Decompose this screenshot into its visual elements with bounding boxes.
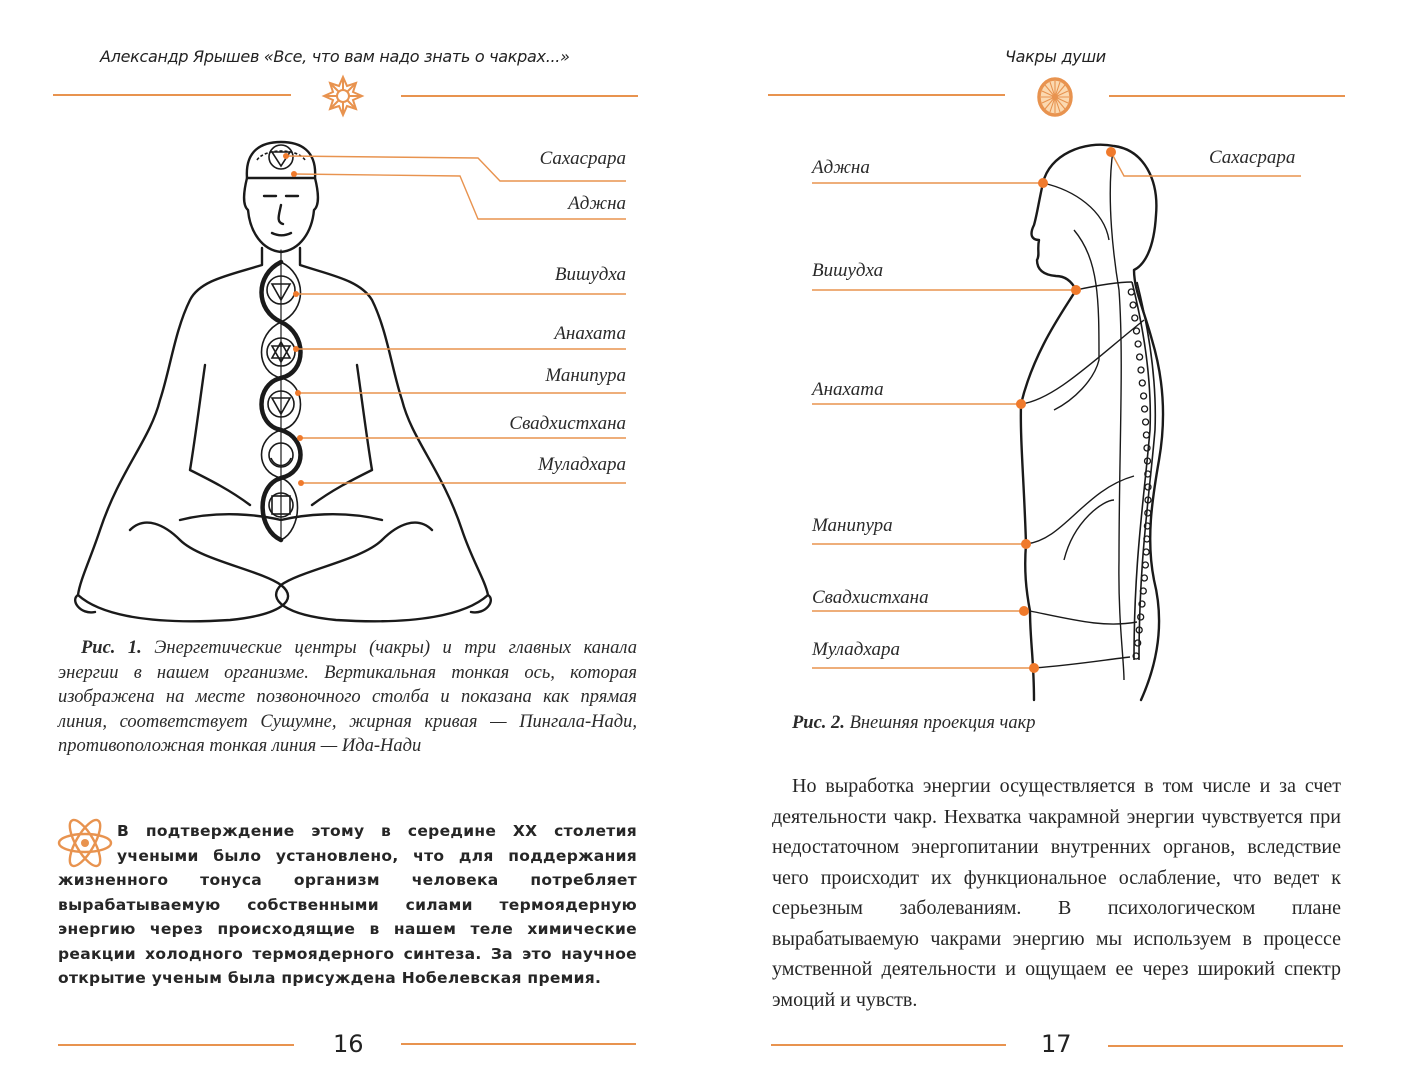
vertebra (1142, 562, 1148, 568)
note-icon-spacer (58, 819, 117, 867)
fig2-label-ajna: Аджна (812, 157, 870, 178)
body-paragraph: Но выработка энергии осуществляется в том числе и за счет деятельности чакр. Нехватка чакрамной энергии чувствуется при недостаточном энергопитании внутренних органов, вследствие чего происходит их функциональное ослабление, что ведет к серьезным заболеваниям. В психологическом плане вырабатываемую чакрами энергию мы используем в процессе умственной деятельности и ощущаем ее через широкий спектр эмоций и чувств. (772, 775, 1341, 1011)
figure-2-profile-figure (704, 0, 1408, 700)
fig1-label-ajna: Аджна (568, 193, 626, 214)
fig1-label-muladhara: Муладхара (537, 454, 626, 475)
caption-text: Внешняя проекция чакр (844, 713, 1036, 733)
footer-rule-left (58, 1044, 294, 1046)
running-header: Александр Ярышев «Все, что вам надо знать о чакрах...» (100, 47, 570, 66)
fig2-label-muladhara: Муладхара (812, 639, 901, 660)
fig1-label-vishuddha: Вишудха (554, 264, 626, 285)
fig2-label-vishuddha: Вишудха (812, 260, 884, 281)
vertebra (1145, 510, 1151, 516)
fig1-label-sahasrara: Сахасрара (539, 148, 626, 169)
fig1-label-anahata: Анахата (554, 323, 626, 344)
vertebra (1130, 302, 1136, 308)
figure-2-caption (792, 711, 1036, 736)
fig2-label-svadhisthana: Свадхистхана (812, 587, 929, 608)
vertebra (1139, 380, 1145, 386)
vertebra (1132, 315, 1138, 321)
footer-rule-right (1108, 1045, 1343, 1047)
vertebrae (1128, 289, 1151, 659)
page-number: 17 (1041, 1030, 1072, 1058)
figure-1-caption (58, 636, 637, 759)
vertebra (1128, 289, 1134, 295)
fig2-label-anahata: Анахата (812, 379, 884, 400)
fig2-label-sahasrara: Сахасрара (1209, 147, 1296, 168)
vertebra (1142, 406, 1148, 412)
vertebra (1134, 328, 1140, 334)
fig2-label-manipura: Манипура (812, 515, 893, 536)
caption-number: Рис. 1. (81, 638, 142, 658)
vertebra (1138, 367, 1144, 373)
caption-text: Энергетические центры (чакры) и три главных канала энергии в нашем организме. Вертикальная тонкая ось, которая изображена на месте позвоночного столба и показана как прямая линия, соответствует Сушумне, жирная кривая — Пингала-Нади, противоположная тонкая линия — Ида-Нади (58, 638, 637, 756)
fig1-label-svadhisthana: Свадхистхана (509, 413, 626, 434)
vertebra (1141, 393, 1147, 399)
vertebra (1137, 354, 1143, 360)
vertebra (1135, 341, 1141, 347)
vertebra (1143, 432, 1149, 438)
caption-number: Рис. 2. (792, 713, 845, 733)
vertebra (1143, 419, 1149, 425)
fig1-label-manipura: Манипура (545, 365, 626, 386)
note-text: В подтверждение этому в середине XX столетия учеными было установлено, что для поддержания жизненного тонуса организм человека потребляет вырабатываемую собственными силами термоядерную энергию через происходящие в нашем теле химические реакции холодного термоядерного синтеза. За это научное открытие ученым была присуждена Нобелевская премия. (58, 822, 637, 987)
note-block (58, 819, 637, 991)
footer-rule-left (771, 1044, 1006, 1046)
vertebra (1138, 614, 1144, 620)
page-number: 16 (333, 1030, 364, 1058)
right-page (704, 0, 1408, 1080)
footer-rule-right (401, 1043, 636, 1045)
running-header: Чакры души (1005, 47, 1106, 66)
vertebra (1141, 575, 1147, 581)
figure-1-seated-figure (0, 0, 704, 640)
vertebra (1143, 549, 1149, 555)
